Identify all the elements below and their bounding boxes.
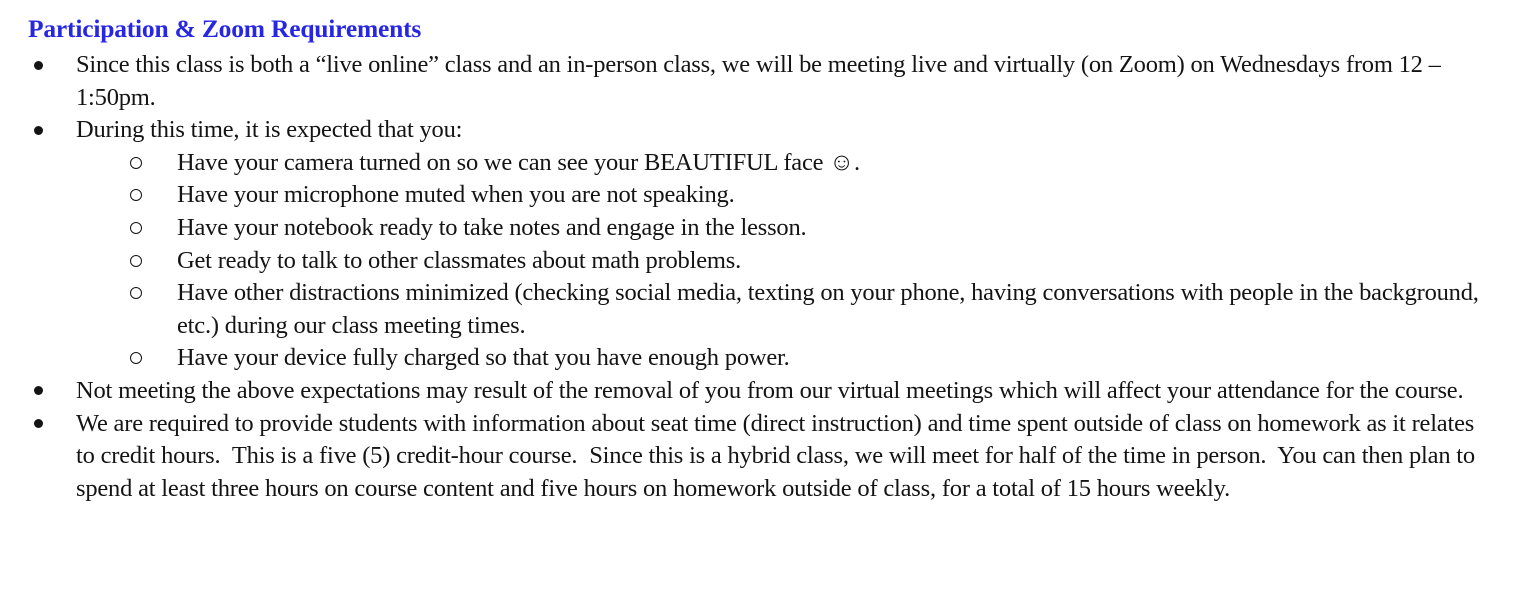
sub-bullet-text: Get ready to talk to other classmates about math problems.	[177, 246, 741, 274]
sub-bullet-text: Have your microphone muted when you are not speaking.	[177, 181, 735, 209]
sub-bullet-item	[130, 342, 1483, 375]
bullet-dot-icon	[33, 375, 76, 408]
bullet-text: We are required to provide students with information about seat time (direct instruction) and time spent outside of class on homework as it relates to credit hours. This is a five (5) credit-hour course. Since this is a hybrid class, we will meet for half of the time in person. You can then plan to spend at least three hours on course content and five hours on homework outside of class, for a total of 15 hours weekly.	[76, 409, 1475, 502]
sub-bullet-item	[130, 277, 1483, 342]
sub-bullet-item	[130, 179, 1483, 212]
sub-bullet-item	[130, 147, 1483, 180]
sub-bullet-item	[130, 212, 1483, 245]
section-heading: Participation & Zoom Requirements	[28, 14, 422, 43]
circle-bullet-icon	[130, 147, 177, 180]
circle-bullet-icon	[130, 179, 177, 212]
bullet-item	[33, 114, 1483, 147]
sub-bullet-text: Have your notebook ready to take notes and engage in the lesson.	[177, 213, 807, 241]
circle-bullet-icon	[130, 277, 177, 310]
bullet-item	[33, 408, 1483, 506]
circle-bullet-icon	[130, 342, 177, 375]
sub-bullet-text: Have your device fully charged so that you have enough power.	[177, 344, 790, 372]
sub-bullet-text: Have your camera turned on so we can see your BEAUTIFUL face ☺.	[177, 148, 860, 176]
bullet-text: Since this class is both a “live online” class and an in-person class, we will be meeting live and virtually (on Zoom) on Wednesdays from 12 – 1:50pm.	[76, 51, 1441, 111]
bullet-item	[33, 375, 1483, 408]
circle-bullet-icon	[130, 245, 177, 278]
bullet-text: During this time, it is expected that you:	[76, 116, 463, 144]
bullet-dot-icon	[33, 408, 76, 441]
bullet-item	[33, 49, 1483, 114]
bullet-dot-icon	[33, 114, 76, 147]
bullet-dot-icon	[33, 49, 76, 82]
sub-bullet-item	[130, 245, 1483, 278]
sub-bullet-text: Have other distractions minimized (checking social media, texting on your phone, having conversations with people in the background, etc.) during our class meeting times.	[177, 279, 1479, 339]
bullet-text: Not meeting the above expectations may result of the removal of you from our virtual meetings which will affect your attendance for the course.	[76, 376, 1464, 404]
circle-bullet-icon	[130, 212, 177, 245]
